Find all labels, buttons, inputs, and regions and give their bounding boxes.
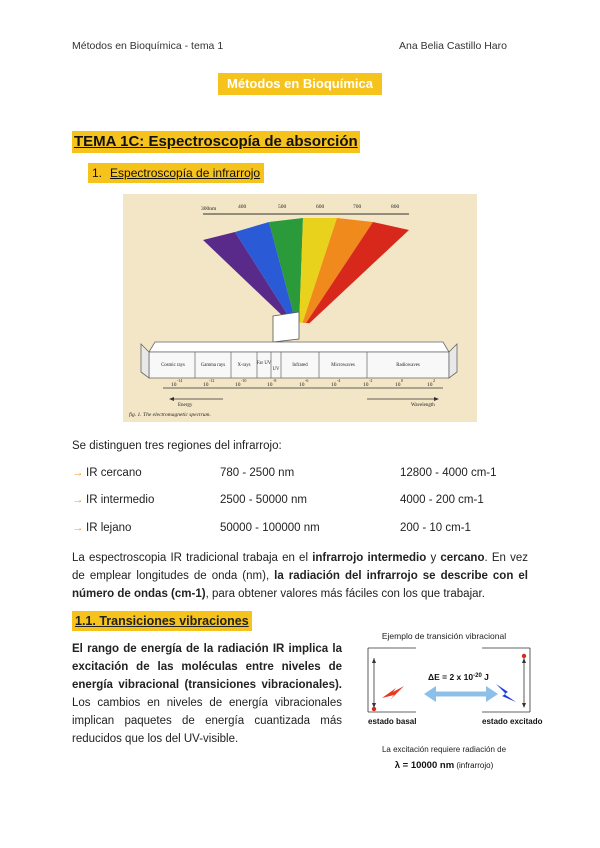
scale-exponent-5: -4 [337,378,341,383]
scale-exponent-1: -12 [209,378,215,383]
figure-caption: fig. 1. The electromagnetic spectrum. [129,412,211,418]
double-arrow-right-head [486,686,498,702]
section-1-heading [88,163,264,183]
scale-exponent-2: -10 [241,378,247,383]
ir-region-nm: 2500 - 50000 nm [220,494,307,506]
scale-exponent-8: 2 [433,378,435,383]
ground-state-dot [372,707,376,711]
region-cosmic: Cosmic rays [161,363,185,368]
scale-label-5: 10 [331,382,337,388]
scale-exponent-0: -14 [177,378,183,383]
ir-region-nm: 780 - 2500 nm [220,467,295,479]
arrow-icon: → [72,494,84,506]
blue-zigzag-icon [496,684,516,702]
vib-caption-1: La excitación requiere radiación de [381,745,507,754]
wl-label-600: 600 [316,204,325,210]
prism [273,312,299,342]
right-arrowhead-up [522,658,526,663]
para1-text-2: y [426,552,441,564]
ir-region-nm: 50000 - 100000 nm [220,522,320,534]
scale-label-6: 10 [363,382,369,388]
region-uv: UV [272,367,280,372]
electromagnetic-spectrum-figure [123,194,477,422]
wavelength-label: Wavelength [411,403,435,408]
ir-region-name: IR intermedio [86,494,155,506]
para1-text-1: La espectroscopia IR tradicional trabaja en el [72,552,313,564]
ir-region-row [72,494,532,510]
right-arrowhead-down [522,703,526,708]
ir-region-cm: 200 - 10 cm-1 [400,522,471,534]
scale-exponent-7: 0 [401,378,403,383]
para2-text: Los cambios en niveles de energía vibracionales implican paquetes de energía cuantizada más reducidos que los del UV-visible. [72,697,342,745]
scale-label-0: 10 [171,382,177,388]
ir-region-name: IR lejano [86,522,132,534]
header-right: Ana Belia Castillo Haro [399,40,507,52]
scale-label-1: 10 [203,382,209,388]
ir-region-cm: 12800 - 4000 cm-1 [400,467,497,479]
region-infrared: Infrared [292,363,308,368]
region-microwaves: Microwaves [331,363,355,368]
ir-region-row [72,522,532,538]
section-1-number: 1. [92,166,103,180]
header-left: Métodos en Bioquímica - tema 1 [72,40,224,52]
arrow-icon: → [72,522,84,534]
double-arrow-left-head [424,686,436,702]
arrow-icon: → [72,467,84,479]
para1-bold-2: cercano [440,552,485,564]
section-1-1-title: 1.1. Transiciones vibraciones [75,614,249,628]
left-arrowhead-up [372,658,376,663]
excited-state-dot [522,654,526,658]
energy-label: Energy [178,403,193,408]
ground-state-label: estado basal [368,717,417,726]
para2-bold: El rango de energía de la radiación IR implica la excitación de las moléculas entre niveles de energía vibracional (transiciones vibracionales). [72,643,342,691]
wl-label-500: 500 [278,204,287,210]
scale-label-8: 10 [427,382,433,388]
topic-heading: TEMA 1C: Espectroscopía de absorción [72,131,360,153]
para1-bold-1: infrarrojo intermedio [312,552,427,564]
wl-label-800: 800 [391,204,400,210]
ir-paragraph [72,549,528,603]
para1-text-4: , para obtener valores más fáciles con los que trabajar. [205,588,485,600]
ir-region-row [72,467,532,483]
vibrational-paragraph [72,640,342,748]
wl-label-300: 300nm [201,206,217,212]
scale-exponent-4: -6 [305,378,309,383]
wl-label-700: 700 [353,204,362,210]
section-1-title: Espectroscopía de infrarrojo [110,166,261,180]
para1-bold-3: la radiación del infrarrojo se describe con el número de ondas (cm-1) [72,570,528,600]
red-zigzag-icon [382,686,404,700]
vibrational-transition-figure [352,628,543,774]
vib-figure-title: Ejemplo de transición vibracional [381,631,507,641]
document-title: Métodos en Bioquímica [218,73,382,95]
excited-state-label: estado excitado [482,717,543,726]
ir-region-name: IR cercano [86,467,142,479]
region-xrays: X-rays [237,363,251,368]
scale-label-4: 10 [299,382,305,388]
section-1-1-heading [72,611,252,631]
scale-exponent-3: -8 [273,378,277,383]
scale-label-7: 10 [395,382,401,388]
region-far-uv: Far UV [256,361,272,366]
wl-label-400: 400 [238,204,247,210]
scale-label-2: 10 [235,382,241,388]
para1-text-3: . En vez de emplear longitudes de onda (nm), [72,552,528,582]
vib-caption-2: λ = 10000 nm (infrarrojo) [394,760,494,771]
regions-intro: Se distinguen tres regiones del infrarrojo: [72,440,282,452]
delta-e-label: ΔE = 2 x $10^{-20}$ J [428,672,489,682]
region-gamma: Gamma rays [200,363,226,368]
spectrum-bar-top [149,342,449,352]
scale-exponent-6: -2 [369,378,373,383]
ir-region-cm: 4000 - 200 cm-1 [400,494,484,506]
region-radiowaves: Radiowaves [396,363,420,368]
scale-label-3: 10 [267,382,273,388]
